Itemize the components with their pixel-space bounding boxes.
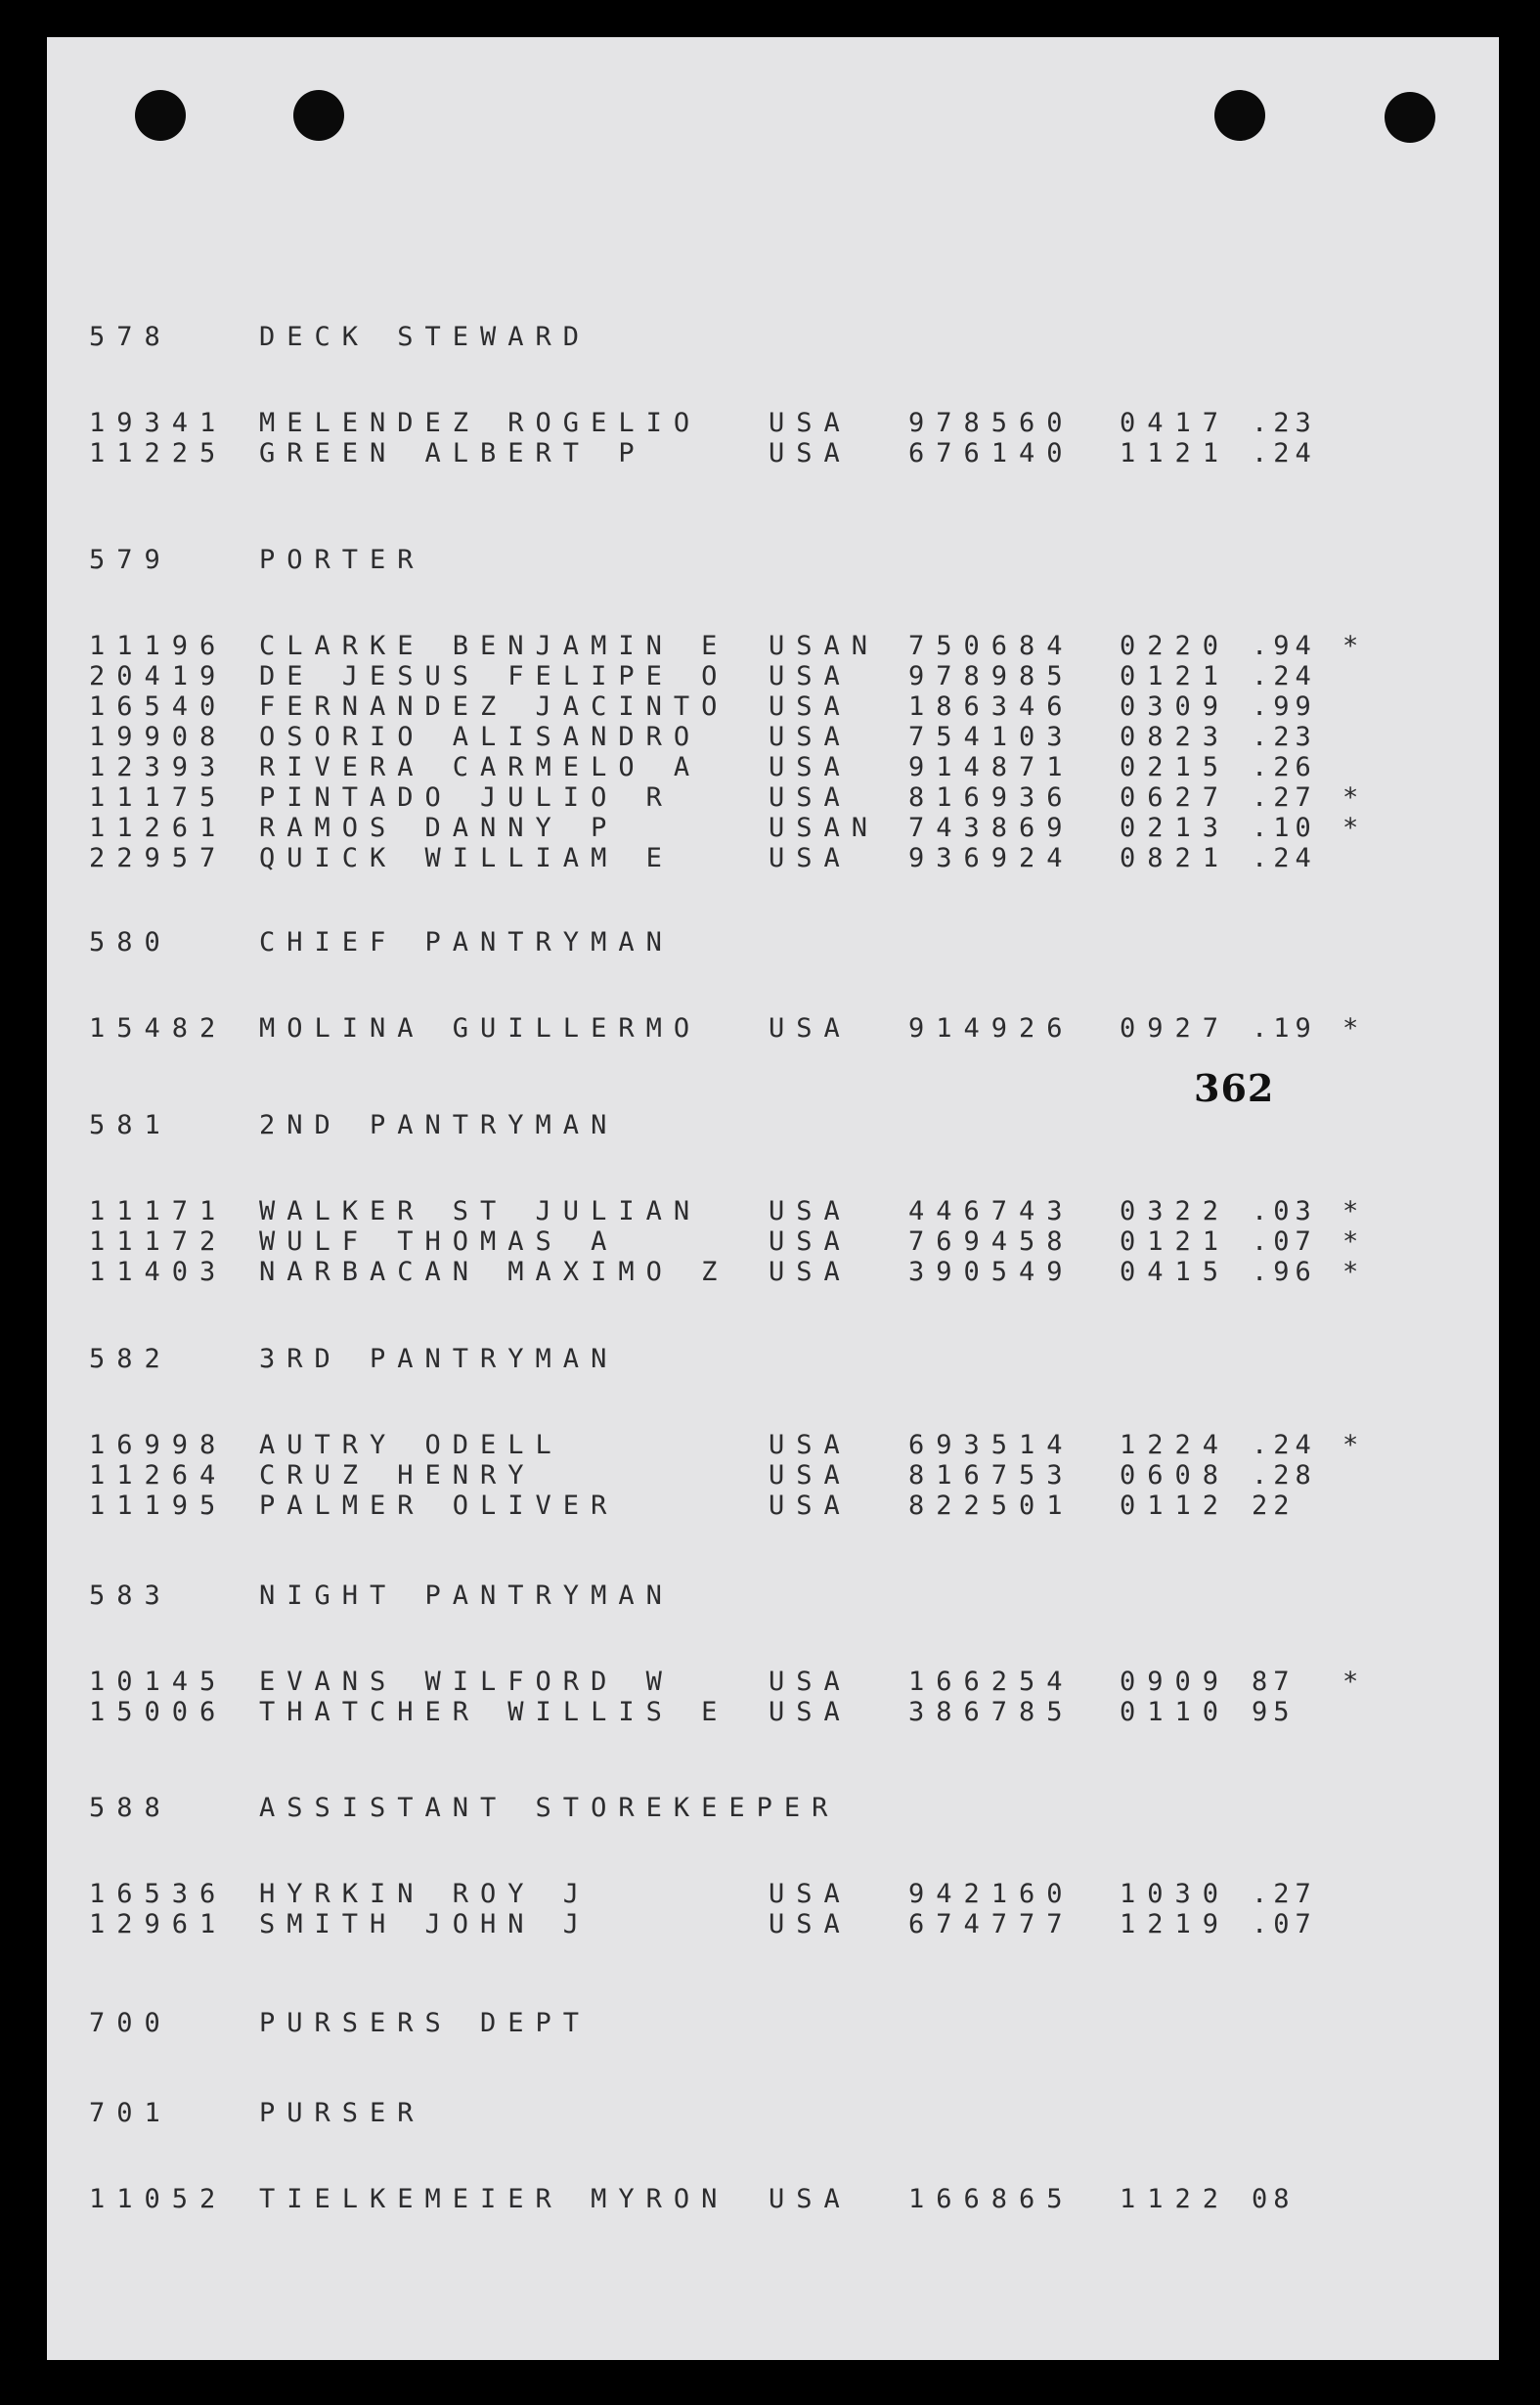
section-header bbox=[47, 545, 1499, 576]
crew-row bbox=[47, 752, 1499, 783]
section-header bbox=[47, 322, 1499, 353]
crew-nationality: USA bbox=[769, 782, 852, 813]
crew-rate: .99 bbox=[1252, 691, 1317, 722]
crew-name: SMITH JOHN J bbox=[259, 1909, 592, 1939]
crew-name: WALKER ST JULIAN bbox=[259, 1196, 702, 1226]
crew-row bbox=[47, 691, 1499, 723]
crew-id: 16540 bbox=[89, 691, 228, 722]
crew-nationality: USA bbox=[769, 752, 852, 782]
crew-row bbox=[47, 631, 1499, 662]
crew-row bbox=[47, 1697, 1499, 1728]
crew-number: 386785 bbox=[908, 1697, 1075, 1727]
section-code: 582 bbox=[89, 1344, 172, 1374]
crew-id: 11052 bbox=[89, 2184, 228, 2214]
crew-rate: .28 bbox=[1252, 1460, 1317, 1491]
crew-id: 22957 bbox=[89, 843, 228, 873]
crew-nationality: USA bbox=[769, 1667, 852, 1697]
crew-rate: .24 bbox=[1252, 843, 1317, 873]
crew-rate: 22 bbox=[1252, 1491, 1296, 1521]
crew-nationality: USA bbox=[769, 1196, 852, 1226]
crew-nationality: USAN bbox=[769, 813, 880, 843]
section-header bbox=[47, 1344, 1499, 1375]
crew-id: 11264 bbox=[89, 1460, 228, 1491]
crew-date: 1030 bbox=[1120, 1879, 1231, 1909]
crew-number: 816753 bbox=[908, 1460, 1075, 1491]
crew-rate: .03 bbox=[1252, 1196, 1317, 1226]
crew-number: 914926 bbox=[908, 1013, 1075, 1044]
crew-name: PALMER OLIVER bbox=[259, 1491, 619, 1521]
crew-date: 0909 bbox=[1120, 1667, 1231, 1697]
crew-row bbox=[47, 843, 1499, 874]
punch-hole bbox=[1385, 92, 1435, 143]
crew-nationality: USA bbox=[769, 1909, 852, 1939]
crew-name: TIELKEMEIER MYRON bbox=[259, 2184, 729, 2214]
crew-nationality: USA bbox=[769, 1257, 852, 1287]
crew-date: 0415 bbox=[1120, 1257, 1231, 1287]
document-page bbox=[47, 37, 1499, 2360]
crew-nationality: USA bbox=[769, 1460, 852, 1491]
crew-number: 676140 bbox=[908, 438, 1075, 468]
crew-date: 0417 bbox=[1120, 408, 1231, 438]
crew-id: 11403 bbox=[89, 1257, 228, 1287]
crew-name: DE JESUS FELIPE O bbox=[259, 661, 729, 691]
crew-date: 1122 bbox=[1120, 2184, 1231, 2214]
crew-rate: .07 bbox=[1252, 1226, 1317, 1257]
crew-id: 15006 bbox=[89, 1697, 228, 1727]
punch-hole bbox=[293, 90, 344, 141]
section-header bbox=[47, 1110, 1499, 1141]
crew-id: 12961 bbox=[89, 1909, 228, 1939]
crew-nationality: USAN bbox=[769, 631, 880, 661]
crew-date: 0213 bbox=[1120, 813, 1231, 843]
crew-id: 19341 bbox=[89, 408, 228, 438]
crew-nationality: USA bbox=[769, 1491, 852, 1521]
crew-name: QUICK WILLIAM E bbox=[259, 843, 674, 873]
crew-nationality: USA bbox=[769, 722, 852, 752]
crew-number: 750684 bbox=[908, 631, 1075, 661]
crew-id: 15482 bbox=[89, 1013, 228, 1044]
crew-rate: .24 bbox=[1252, 1430, 1317, 1460]
crew-nationality: USA bbox=[769, 2184, 852, 2214]
crew-date: 1121 bbox=[1120, 438, 1231, 468]
crew-row bbox=[47, 1013, 1499, 1045]
crew-name: CRUZ HENRY bbox=[259, 1460, 536, 1491]
crew-nationality: USA bbox=[769, 1697, 852, 1727]
crew-nationality: USA bbox=[769, 408, 852, 438]
section-title: PURSERS DEPT bbox=[259, 2008, 592, 2038]
punch-hole bbox=[135, 90, 186, 141]
crew-name: MOLINA GUILLERMO bbox=[259, 1013, 702, 1044]
crew-rate: .10 bbox=[1252, 813, 1317, 843]
section-title: PORTER bbox=[259, 545, 425, 575]
section-header bbox=[47, 2098, 1499, 2129]
crew-id: 11225 bbox=[89, 438, 228, 468]
crew-name: FERNANDEZ JACINTO bbox=[259, 691, 729, 722]
crew-rate: .96 bbox=[1252, 1257, 1317, 1287]
crew-nationality: USA bbox=[769, 1013, 852, 1044]
crew-date: 0821 bbox=[1120, 843, 1231, 873]
crew-row bbox=[47, 1257, 1499, 1288]
crew-number: 978560 bbox=[908, 408, 1075, 438]
crew-row bbox=[47, 1491, 1499, 1522]
crew-date: 0322 bbox=[1120, 1196, 1231, 1226]
crew-date: 0121 bbox=[1120, 661, 1231, 691]
section-title: ASSISTANT STOREKEEPER bbox=[259, 1793, 840, 1823]
crew-rate: 08 bbox=[1252, 2184, 1296, 2214]
section-title: 2ND PANTRYMAN bbox=[259, 1110, 619, 1140]
crew-number: 446743 bbox=[908, 1196, 1075, 1226]
crew-flag: * bbox=[1342, 1226, 1371, 1257]
punch-hole bbox=[1214, 90, 1265, 141]
crew-number: 166865 bbox=[908, 2184, 1075, 2214]
crew-row bbox=[47, 661, 1499, 692]
section-code: 583 bbox=[89, 1581, 172, 1611]
crew-date: 0215 bbox=[1120, 752, 1231, 782]
crew-row bbox=[47, 1430, 1499, 1461]
crew-id: 12393 bbox=[89, 752, 228, 782]
crew-row bbox=[47, 408, 1499, 439]
crew-date: 0627 bbox=[1120, 782, 1231, 813]
crew-row bbox=[47, 1196, 1499, 1227]
crew-rate: .23 bbox=[1252, 408, 1317, 438]
crew-flag: * bbox=[1342, 782, 1371, 813]
section-code: 700 bbox=[89, 2008, 172, 2038]
crew-row bbox=[47, 1879, 1499, 1910]
crew-name: EVANS WILFORD W bbox=[259, 1667, 674, 1697]
crew-flag: * bbox=[1342, 631, 1371, 661]
crew-name: RIVERA CARMELO A bbox=[259, 752, 702, 782]
section-code: 701 bbox=[89, 2098, 172, 2128]
crew-date: 0110 bbox=[1120, 1697, 1231, 1727]
crew-row bbox=[47, 1909, 1499, 1940]
section-title: DECK STEWARD bbox=[259, 322, 592, 352]
crew-rate: 87 bbox=[1252, 1667, 1296, 1697]
crew-number: 914871 bbox=[908, 752, 1075, 782]
crew-number: 816936 bbox=[908, 782, 1075, 813]
section-title: 3RD PANTRYMAN bbox=[259, 1344, 619, 1374]
crew-date: 0823 bbox=[1120, 722, 1231, 752]
crew-number: 166254 bbox=[908, 1667, 1075, 1697]
crew-name: AUTRY ODELL bbox=[259, 1430, 563, 1460]
crew-flag: * bbox=[1342, 813, 1371, 843]
crew-id: 16998 bbox=[89, 1430, 228, 1460]
crew-number: 978985 bbox=[908, 661, 1075, 691]
crew-id: 10145 bbox=[89, 1667, 228, 1697]
crew-flag: * bbox=[1342, 1430, 1371, 1460]
crew-name: CLARKE BENJAMIN E bbox=[259, 631, 729, 661]
crew-id: 11196 bbox=[89, 631, 228, 661]
crew-name: RAMOS DANNY P bbox=[259, 813, 619, 843]
crew-id: 11261 bbox=[89, 813, 228, 843]
crew-id: 11175 bbox=[89, 782, 228, 813]
crew-rate: .26 bbox=[1252, 752, 1317, 782]
crew-number: 942160 bbox=[908, 1879, 1075, 1909]
section-header bbox=[47, 927, 1499, 958]
crew-number: 674777 bbox=[908, 1909, 1075, 1939]
crew-nationality: USA bbox=[769, 438, 852, 468]
crew-rate: .23 bbox=[1252, 722, 1317, 752]
crew-id: 11172 bbox=[89, 1226, 228, 1257]
section-title: NIGHT PANTRYMAN bbox=[259, 1581, 674, 1611]
crew-flag: * bbox=[1342, 1257, 1371, 1287]
crew-name: WULF THOMAS A bbox=[259, 1226, 619, 1257]
section-code: 579 bbox=[89, 545, 172, 575]
crew-flag: * bbox=[1342, 1196, 1371, 1226]
crew-number: 693514 bbox=[908, 1430, 1075, 1460]
crew-name: HYRKIN ROY J bbox=[259, 1879, 592, 1909]
crew-name: NARBACAN MAXIMO Z bbox=[259, 1257, 729, 1287]
section-code: 580 bbox=[89, 927, 172, 958]
crew-rate: .19 bbox=[1252, 1013, 1317, 1044]
crew-id: 11195 bbox=[89, 1491, 228, 1521]
crew-rate: .27 bbox=[1252, 1879, 1317, 1909]
crew-date: 0220 bbox=[1120, 631, 1231, 661]
crew-nationality: USA bbox=[769, 691, 852, 722]
crew-id: 11171 bbox=[89, 1196, 228, 1226]
crew-number: 822501 bbox=[908, 1491, 1075, 1521]
crew-rate: 95 bbox=[1252, 1697, 1296, 1727]
crew-number: 936924 bbox=[908, 843, 1075, 873]
crew-number: 769458 bbox=[908, 1226, 1075, 1257]
crew-rate: .24 bbox=[1252, 661, 1317, 691]
crew-row bbox=[47, 438, 1499, 469]
crew-number: 754103 bbox=[908, 722, 1075, 752]
crew-row bbox=[47, 1460, 1499, 1492]
crew-rate: .24 bbox=[1252, 438, 1317, 468]
crew-name: PINTADO JULIO R bbox=[259, 782, 674, 813]
crew-flag: * bbox=[1342, 1013, 1371, 1044]
crew-id: 20419 bbox=[89, 661, 228, 691]
crew-date: 1224 bbox=[1120, 1430, 1231, 1460]
crew-number: 743869 bbox=[908, 813, 1075, 843]
crew-date: 0121 bbox=[1120, 1226, 1231, 1257]
crew-row bbox=[47, 813, 1499, 844]
crew-name: THATCHER WILLIS E bbox=[259, 1697, 729, 1727]
section-header bbox=[47, 1793, 1499, 1824]
crew-date: 0927 bbox=[1120, 1013, 1231, 1044]
section-code: 581 bbox=[89, 1110, 172, 1140]
crew-name: MELENDEZ ROGELIO bbox=[259, 408, 702, 438]
crew-name: GREEN ALBERT P bbox=[259, 438, 646, 468]
crew-row bbox=[47, 1667, 1499, 1698]
section-code: 578 bbox=[89, 322, 172, 352]
crew-row bbox=[47, 782, 1499, 814]
crew-rate: .27 bbox=[1252, 782, 1317, 813]
crew-nationality: USA bbox=[769, 1226, 852, 1257]
crew-name: OSORIO ALISANDRO bbox=[259, 722, 702, 752]
section-title: PURSER bbox=[259, 2098, 425, 2128]
crew-rate: .07 bbox=[1252, 1909, 1317, 1939]
page-number: 362 bbox=[1194, 1066, 1275, 1110]
section-code: 588 bbox=[89, 1793, 172, 1823]
crew-date: 0608 bbox=[1120, 1460, 1231, 1491]
section-title: CHIEF PANTRYMAN bbox=[259, 927, 674, 958]
crew-flag: * bbox=[1342, 1667, 1371, 1697]
crew-row bbox=[47, 1226, 1499, 1258]
crew-id: 16536 bbox=[89, 1879, 228, 1909]
crew-nationality: USA bbox=[769, 1879, 852, 1909]
crew-date: 1219 bbox=[1120, 1909, 1231, 1939]
crew-nationality: USA bbox=[769, 843, 852, 873]
section-header bbox=[47, 1581, 1499, 1612]
section-header bbox=[47, 2008, 1499, 2039]
crew-rate: .94 bbox=[1252, 631, 1317, 661]
crew-row bbox=[47, 2184, 1499, 2215]
crew-nationality: USA bbox=[769, 1430, 852, 1460]
crew-date: 0112 bbox=[1120, 1491, 1231, 1521]
crew-row bbox=[47, 722, 1499, 753]
crew-number: 186346 bbox=[908, 691, 1075, 722]
crew-id: 19908 bbox=[89, 722, 228, 752]
crew-date: 0309 bbox=[1120, 691, 1231, 722]
crew-number: 390549 bbox=[908, 1257, 1075, 1287]
crew-nationality: USA bbox=[769, 661, 852, 691]
